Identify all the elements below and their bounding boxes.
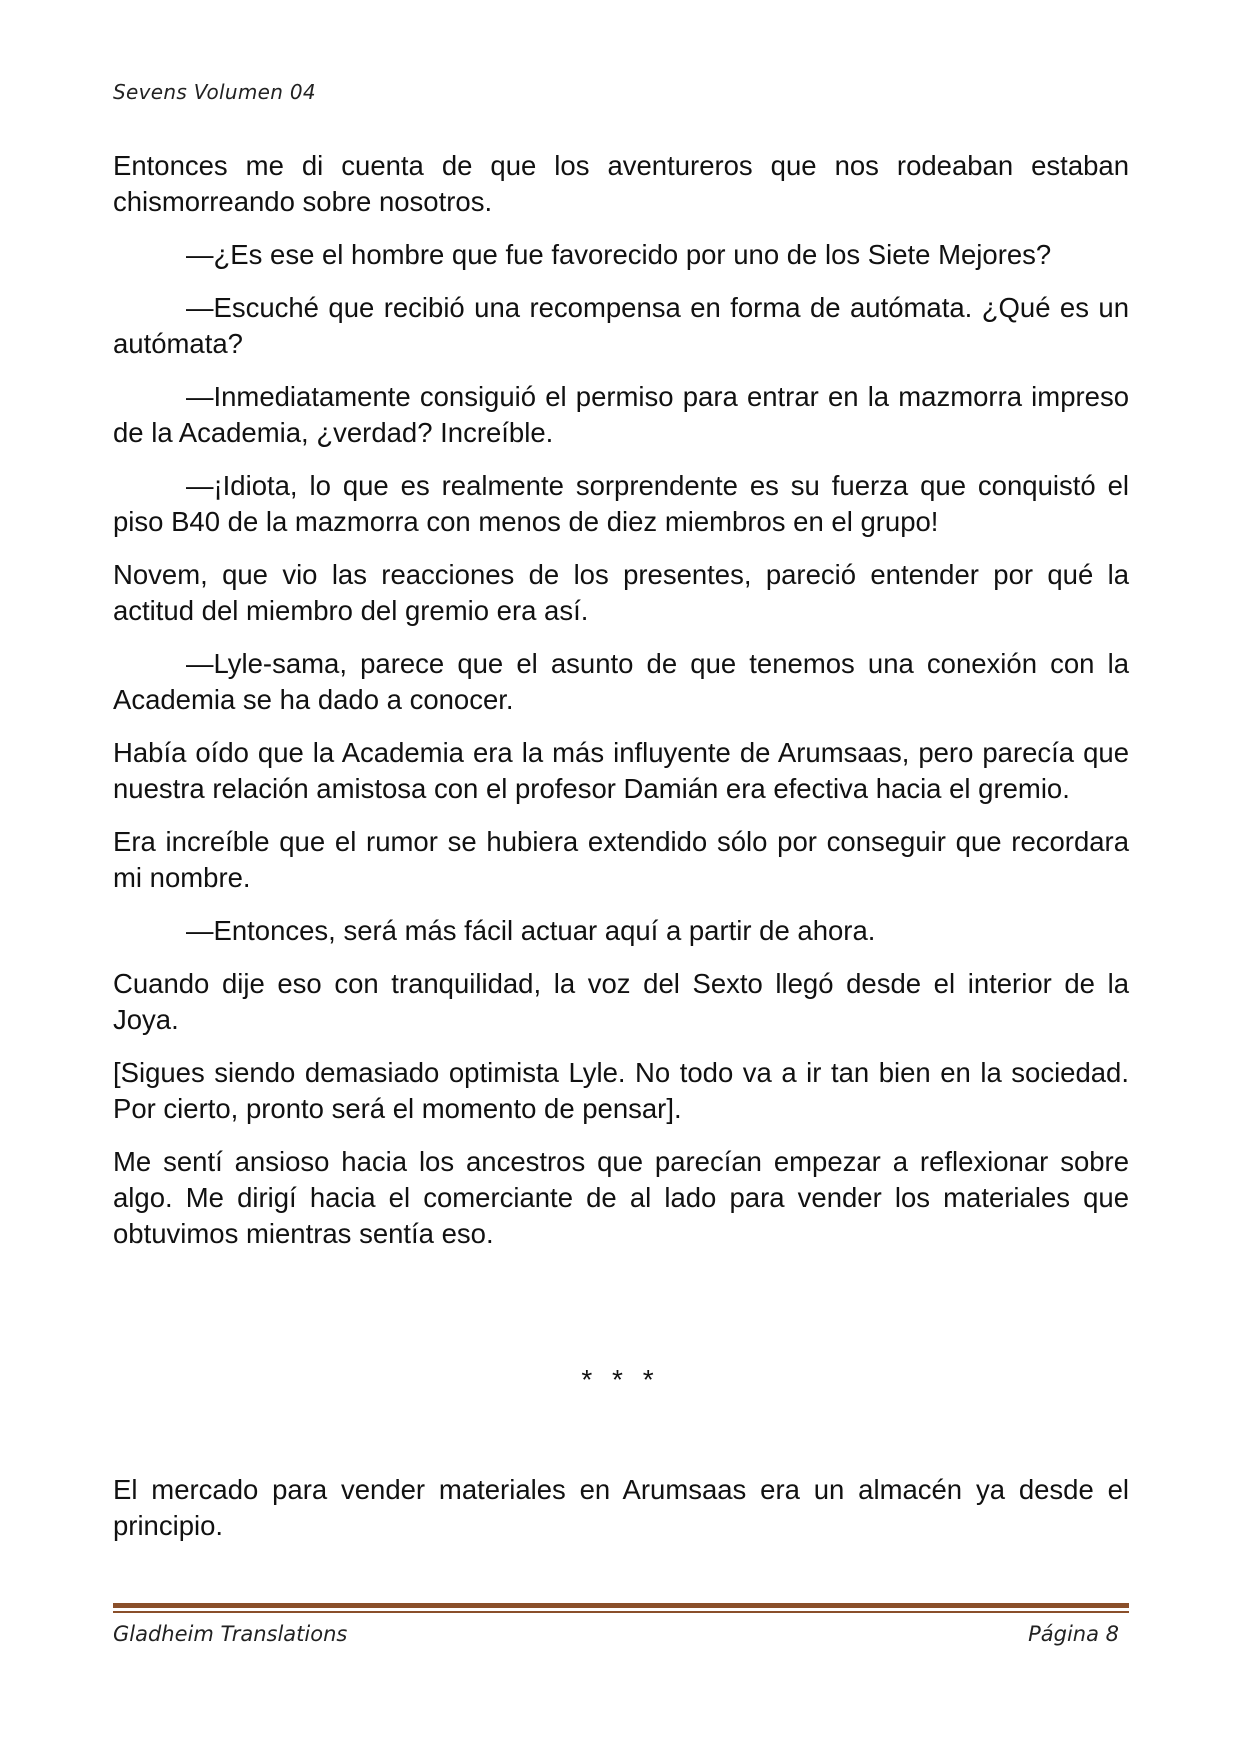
- page-number: Página 8: [1028, 1622, 1119, 1646]
- dialogue-paragraph: —Inmediatamente consiguió el permiso para entrar en la mazmorra impreso de la Academia, ¿verdad? Increíble.: [113, 381, 1129, 448]
- dialogue-paragraph: —¿Es ese el hombre que fue favorecido por uno de los Siete Mejores?: [186, 239, 1052, 270]
- scene-break: * * *: [581, 1364, 660, 1395]
- paragraph: Cuando dije eso con tranquilidad, la voz del Sexto llegó desde el interior de la Joya.: [113, 968, 1129, 1035]
- body-text: [113, 148, 1129, 1269]
- running-header: Sevens Volumen 04: [113, 80, 316, 104]
- dialogue-paragraph: —¡Idiota, lo que es realmente sorprendente es su fuerza que conquistó el piso B40 de la mazmorra con menos de diez miembros en el grupo!: [113, 470, 1129, 537]
- paragraph: [Sigues siendo demasiado optimista Lyle. No todo va a ir tan bien en la sociedad. Por cierto, pronto será el momento de pensar].: [113, 1057, 1129, 1124]
- dialogue-paragraph: —Lyle-sama, parece que el asunto de que tenemos una conexión con la Academia se ha dado a conocer.: [113, 648, 1129, 715]
- paragraph: Entonces me di cuenta de que los aventureros que nos rodeaban estaban chismorreando sobre nosotros.: [113, 150, 1129, 217]
- paragraph: Había oído que la Academia era la más influyente de Arumsaas, pero parecía que nuestra relación amistosa con el profesor Damián era efectiva hacia el gremio.: [113, 737, 1129, 804]
- dialogue-paragraph: —Entonces, será más fácil actuar aquí a partir de ahora.: [186, 915, 876, 946]
- paragraph: Novem, que vio las reacciones de los presentes, pareció entender por qué la actitud del miembro del gremio era así.: [113, 559, 1129, 626]
- paragraph: Me sentí ansioso hacia los ancestros que parecían empezar a reflexionar sobre algo. Me dirigí hacia el comerciante de al lado para vender los materiales que obtuvimos mientras sentía eso.: [113, 1146, 1129, 1249]
- closing-paragraph: El mercado para vender materiales en Arumsaas era un almacén ya desde el principio.: [113, 1474, 1129, 1541]
- footer-credit: Gladheim Translations: [113, 1622, 348, 1646]
- footer-rule-thin: [113, 1611, 1129, 1613]
- paragraph: Era increíble que el rumor se hubiera extendido sólo por conseguir que recordara mi nombre.: [113, 826, 1129, 893]
- dialogue-paragraph: —Escuché que recibió una recompensa en forma de autómata. ¿Qué es un autómata?: [113, 292, 1129, 359]
- footer-rule-thick: [113, 1603, 1129, 1608]
- closing-text: [113, 1472, 1129, 1561]
